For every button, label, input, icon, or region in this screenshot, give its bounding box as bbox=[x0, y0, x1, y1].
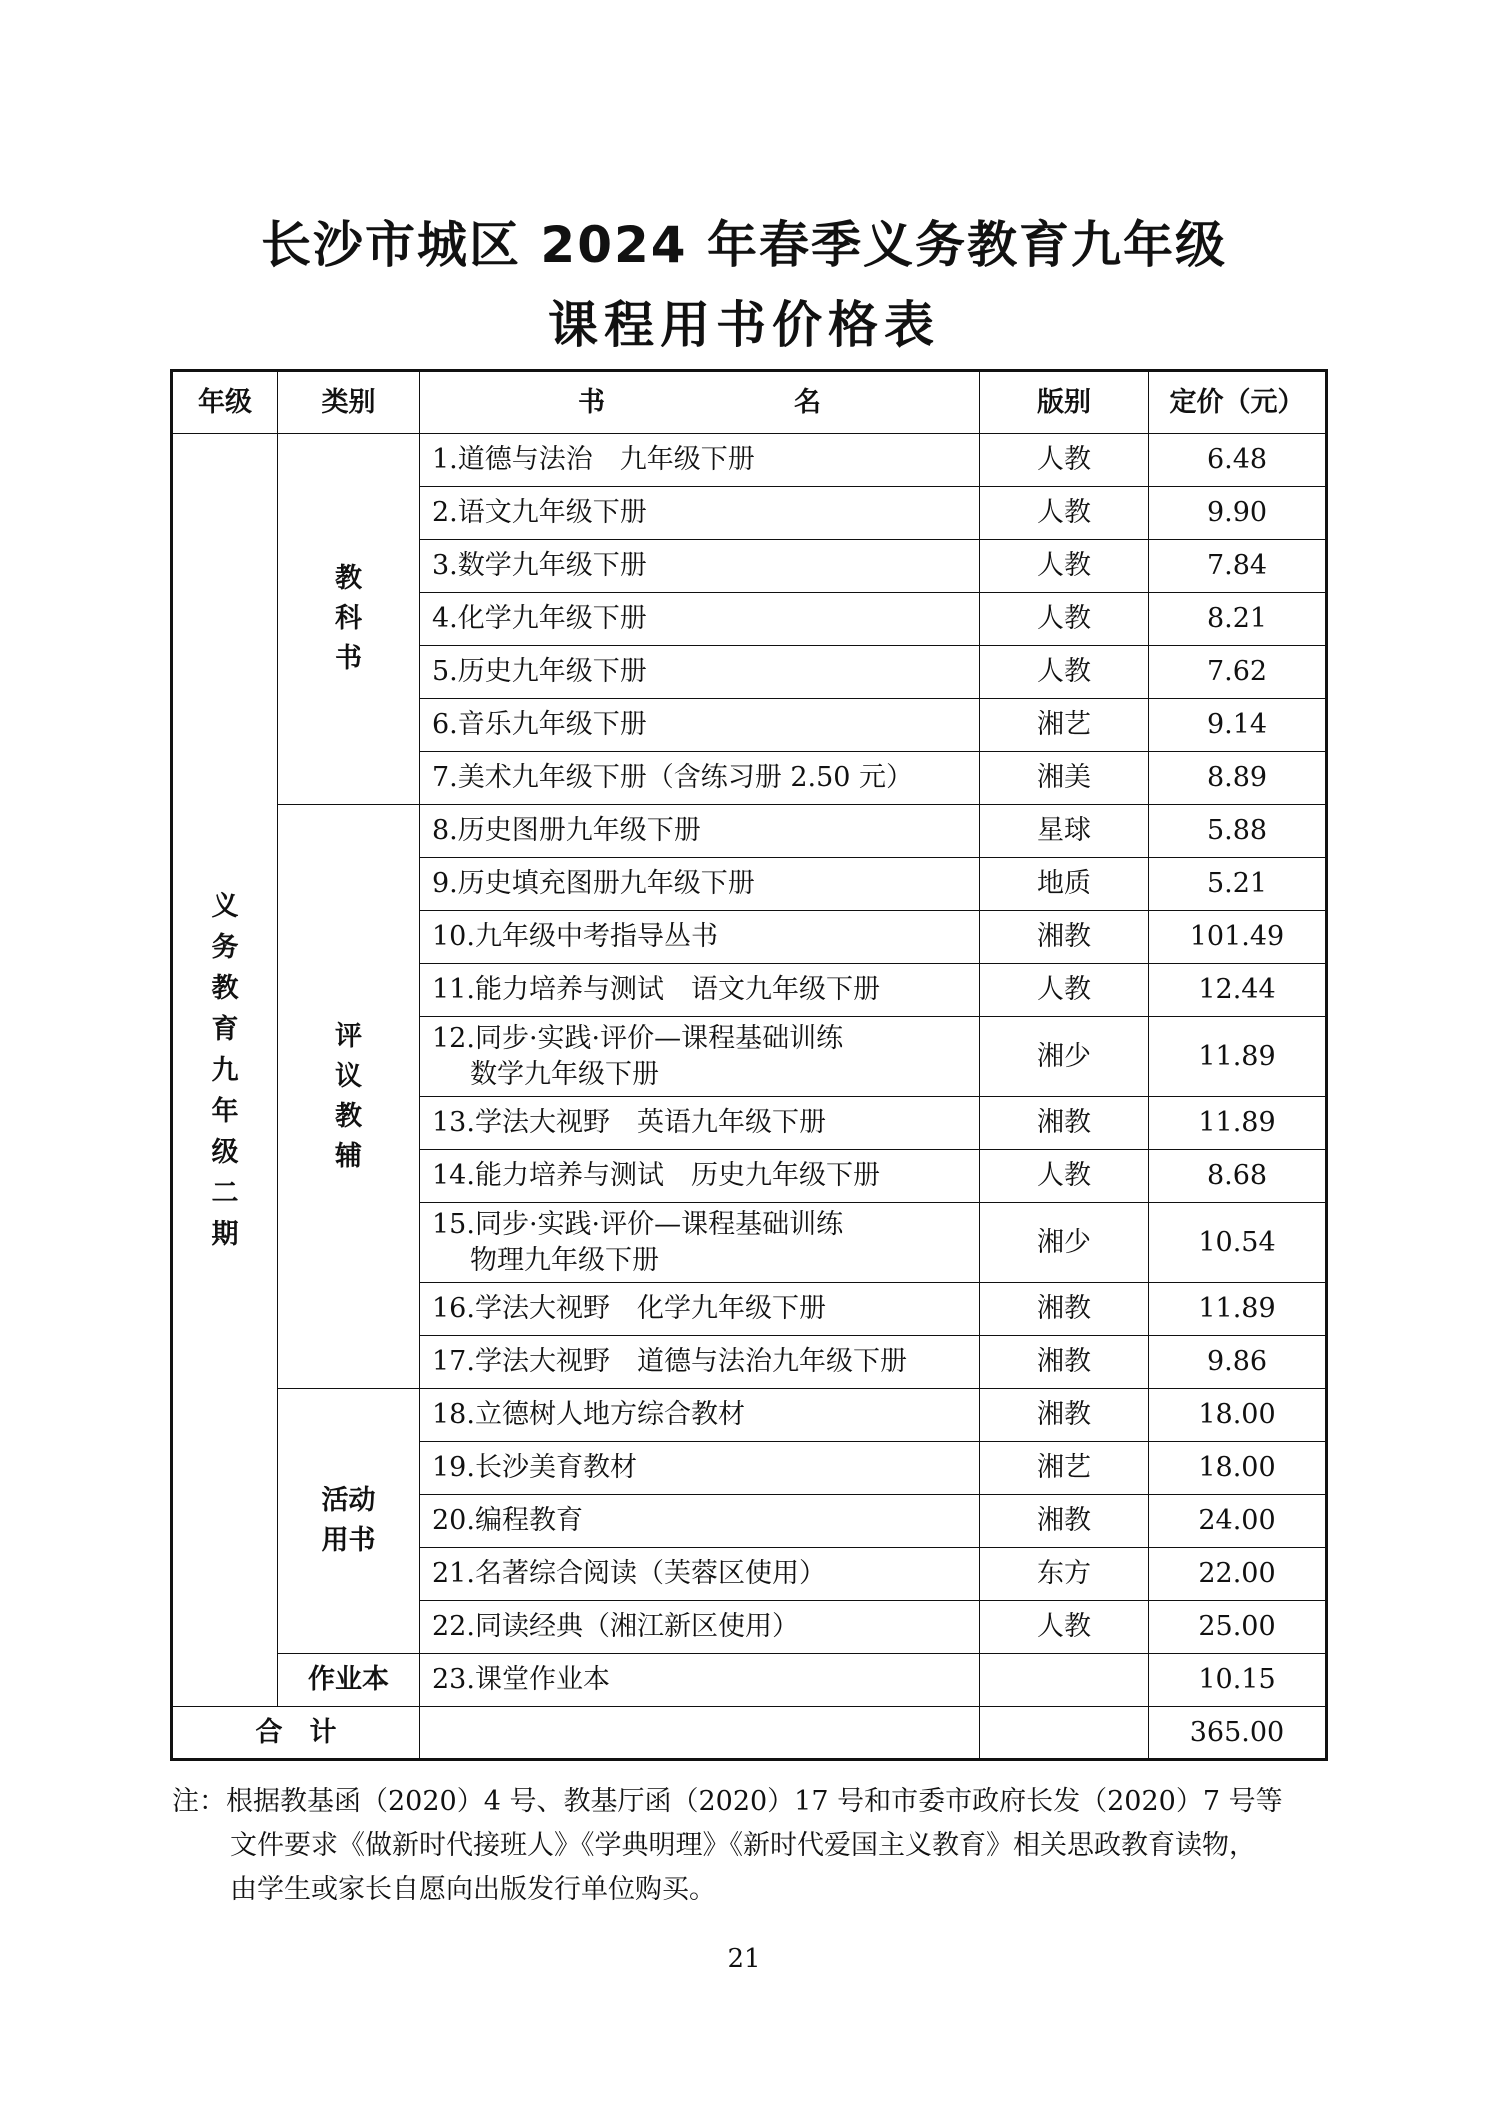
price-cell: 101.49 bbox=[1149, 911, 1327, 964]
book-name-cell bbox=[420, 1548, 980, 1601]
book-name: 23.课堂作业本 bbox=[432, 1664, 610, 1696]
edition-cell: 星球 bbox=[980, 805, 1149, 858]
header-edition: 版别 bbox=[980, 371, 1149, 434]
book-name: 15.同步·实践·评价—课程基础训练 bbox=[432, 1209, 844, 1241]
edition-cell: 人教 bbox=[980, 646, 1149, 699]
book-name: 16.学法大视野 化学九年级下册 bbox=[432, 1293, 826, 1325]
book-name: 12.同步·实践·评价—课程基础训练 bbox=[432, 1023, 844, 1055]
book-name-line2: 物理九年级下册 bbox=[470, 1244, 659, 1276]
price-cell: 6.48 bbox=[1149, 434, 1327, 487]
price-cell: 8.68 bbox=[1149, 1150, 1327, 1203]
book-name: 6.音乐九年级下册 bbox=[432, 709, 647, 741]
price-cell: 8.89 bbox=[1149, 752, 1327, 805]
table-row bbox=[172, 1389, 1327, 1442]
page-number: 21 bbox=[727, 1944, 761, 1974]
document-title-line1: 长沙市城区 2024 年春季义务教育九年级 bbox=[261, 216, 1227, 274]
price-cell: 11.89 bbox=[1149, 1017, 1327, 1097]
book-name-cell bbox=[420, 1283, 980, 1336]
book-name-cell bbox=[420, 1336, 980, 1389]
total-label: 合 计 bbox=[172, 1707, 420, 1760]
edition-cell: 东方 bbox=[980, 1548, 1149, 1601]
price-cell: 7.62 bbox=[1149, 646, 1327, 699]
grade-label: 义务教育九年级二期 bbox=[211, 890, 239, 1250]
book-name-cell bbox=[420, 911, 980, 964]
edition-cell: 湘教 bbox=[980, 1283, 1149, 1336]
price-cell: 22.00 bbox=[1149, 1548, 1327, 1601]
edition-cell: 湘教 bbox=[980, 1097, 1149, 1150]
book-name: 2.语文九年级下册 bbox=[432, 497, 647, 529]
book-name-cell bbox=[420, 1150, 980, 1203]
book-name-cell bbox=[420, 1203, 980, 1283]
price-cell: 11.89 bbox=[1149, 1097, 1327, 1150]
book-name-cell bbox=[420, 752, 980, 805]
price-cell: 18.00 bbox=[1149, 1389, 1327, 1442]
edition-cell bbox=[980, 1654, 1149, 1707]
header-grade: 年级 bbox=[172, 371, 278, 434]
price-cell: 8.21 bbox=[1149, 593, 1327, 646]
edition-cell: 人教 bbox=[980, 1150, 1149, 1203]
category-cell-homework bbox=[278, 1654, 420, 1707]
edition-cell: 湘少 bbox=[980, 1203, 1149, 1283]
book-name-line2: 数学九年级下册 bbox=[470, 1058, 659, 1090]
book-name-cell bbox=[420, 1442, 980, 1495]
total-row bbox=[172, 1707, 1327, 1760]
footnote-line1: 注：根据教基函（2020）4 号、教基厅函（2020）17 号和市委市政府长发（2020）7 号等 bbox=[172, 1786, 1283, 1817]
edition-cell: 湘艺 bbox=[980, 699, 1149, 752]
total-price: 365.00 bbox=[1149, 1707, 1327, 1760]
book-name: 10.九年级中考指导丛书 bbox=[432, 921, 718, 953]
category-label: 活动用书 bbox=[321, 1485, 376, 1556]
edition-cell: 湘教 bbox=[980, 1336, 1149, 1389]
book-name: 7.美术九年级下册（含练习册 2.50 元） bbox=[432, 762, 914, 794]
category-cell-textbook bbox=[278, 434, 420, 805]
book-name: 5.历史九年级下册 bbox=[432, 656, 647, 688]
category-label: 作业本 bbox=[308, 1664, 389, 1696]
book-name-cell bbox=[420, 593, 980, 646]
book-name: 1.道德与法治 九年级下册 bbox=[432, 444, 755, 476]
book-name-cell bbox=[420, 1017, 980, 1097]
category-label: 教科书 bbox=[335, 563, 362, 674]
book-name: 4.化学九年级下册 bbox=[432, 603, 647, 635]
book-name-cell bbox=[420, 1654, 980, 1707]
book-name-cell bbox=[420, 1601, 980, 1654]
edition-cell: 湘教 bbox=[980, 1389, 1149, 1442]
book-name: 18.立德树人地方综合教材 bbox=[432, 1399, 745, 1431]
book-name: 21.名著综合阅读（芙蓉区使用） bbox=[432, 1558, 826, 1590]
book-name-cell bbox=[420, 646, 980, 699]
price-cell: 9.90 bbox=[1149, 487, 1327, 540]
price-cell: 12.44 bbox=[1149, 964, 1327, 1017]
edition-cell: 人教 bbox=[980, 540, 1149, 593]
price-cell: 18.00 bbox=[1149, 1442, 1327, 1495]
edition-cell: 人教 bbox=[980, 964, 1149, 1017]
price-cell: 9.86 bbox=[1149, 1336, 1327, 1389]
book-name: 22.同读经典（湘江新区使用） bbox=[432, 1611, 799, 1643]
total-empty-cell bbox=[420, 1707, 980, 1760]
edition-cell: 人教 bbox=[980, 1601, 1149, 1654]
book-name: 17.学法大视野 道德与法治九年级下册 bbox=[432, 1346, 907, 1378]
book-name-cell bbox=[420, 540, 980, 593]
book-name-cell bbox=[420, 805, 980, 858]
price-cell: 10.54 bbox=[1149, 1203, 1327, 1283]
edition-cell: 人教 bbox=[980, 593, 1149, 646]
book-name: 8.历史图册九年级下册 bbox=[432, 815, 701, 847]
price-cell: 11.89 bbox=[1149, 1283, 1327, 1336]
book-name: 11.能力培养与测试 语文九年级下册 bbox=[432, 974, 880, 1006]
price-cell: 5.88 bbox=[1149, 805, 1327, 858]
book-name-cell bbox=[420, 699, 980, 752]
price-cell: 5.21 bbox=[1149, 858, 1327, 911]
table-header-row bbox=[172, 371, 1327, 434]
edition-cell: 人教 bbox=[980, 487, 1149, 540]
edition-cell: 湘教 bbox=[980, 1495, 1149, 1548]
book-name-cell bbox=[420, 1495, 980, 1548]
price-cell: 7.84 bbox=[1149, 540, 1327, 593]
price-cell: 9.14 bbox=[1149, 699, 1327, 752]
book-name: 14.能力培养与测试 历史九年级下册 bbox=[432, 1160, 880, 1192]
price-cell: 24.00 bbox=[1149, 1495, 1327, 1548]
book-name-cell bbox=[420, 1097, 980, 1150]
book-name: 13.学法大视野 英语九年级下册 bbox=[432, 1107, 826, 1139]
book-name-cell bbox=[420, 858, 980, 911]
edition-cell: 湘艺 bbox=[980, 1442, 1149, 1495]
book-name-cell bbox=[420, 1389, 980, 1442]
book-name-cell bbox=[420, 434, 980, 487]
footnote-line3: 由学生或家长自愿向出版发行单位购买。 bbox=[230, 1874, 716, 1905]
edition-cell: 湘教 bbox=[980, 911, 1149, 964]
price-table bbox=[170, 369, 1328, 1761]
total-empty-cell bbox=[980, 1707, 1149, 1760]
book-name: 20.编程教育 bbox=[432, 1505, 583, 1537]
price-cell: 25.00 bbox=[1149, 1601, 1327, 1654]
edition-cell: 湘美 bbox=[980, 752, 1149, 805]
price-cell: 10.15 bbox=[1149, 1654, 1327, 1707]
edition-cell: 湘少 bbox=[980, 1017, 1149, 1097]
table-row bbox=[172, 1654, 1327, 1707]
footnote-line2: 文件要求《做新时代接班人》《学典明理》《新时代爱国主义教育》相关思政教育读物， bbox=[230, 1830, 1256, 1861]
category-cell-review bbox=[278, 805, 420, 1389]
table-row bbox=[172, 434, 1327, 487]
document-title-line2: 课程用书价格表 bbox=[548, 296, 940, 354]
header-price: 定价（元） bbox=[1149, 371, 1327, 434]
book-name: 9.历史填充图册九年级下册 bbox=[432, 868, 755, 900]
header-category: 类别 bbox=[278, 371, 420, 434]
grade-cell bbox=[172, 434, 278, 1707]
edition-cell: 人教 bbox=[980, 434, 1149, 487]
book-name: 3.数学九年级下册 bbox=[432, 550, 647, 582]
book-name-cell bbox=[420, 487, 980, 540]
category-label: 评议教辅 bbox=[335, 1020, 362, 1172]
table-row bbox=[172, 805, 1327, 858]
book-name-cell bbox=[420, 964, 980, 1017]
category-cell-activity bbox=[278, 1389, 420, 1654]
edition-cell: 地质 bbox=[980, 858, 1149, 911]
book-name: 19.长沙美育教材 bbox=[432, 1452, 637, 1484]
header-book-name: 书 名 bbox=[420, 371, 980, 434]
footnote bbox=[172, 1780, 1332, 1912]
